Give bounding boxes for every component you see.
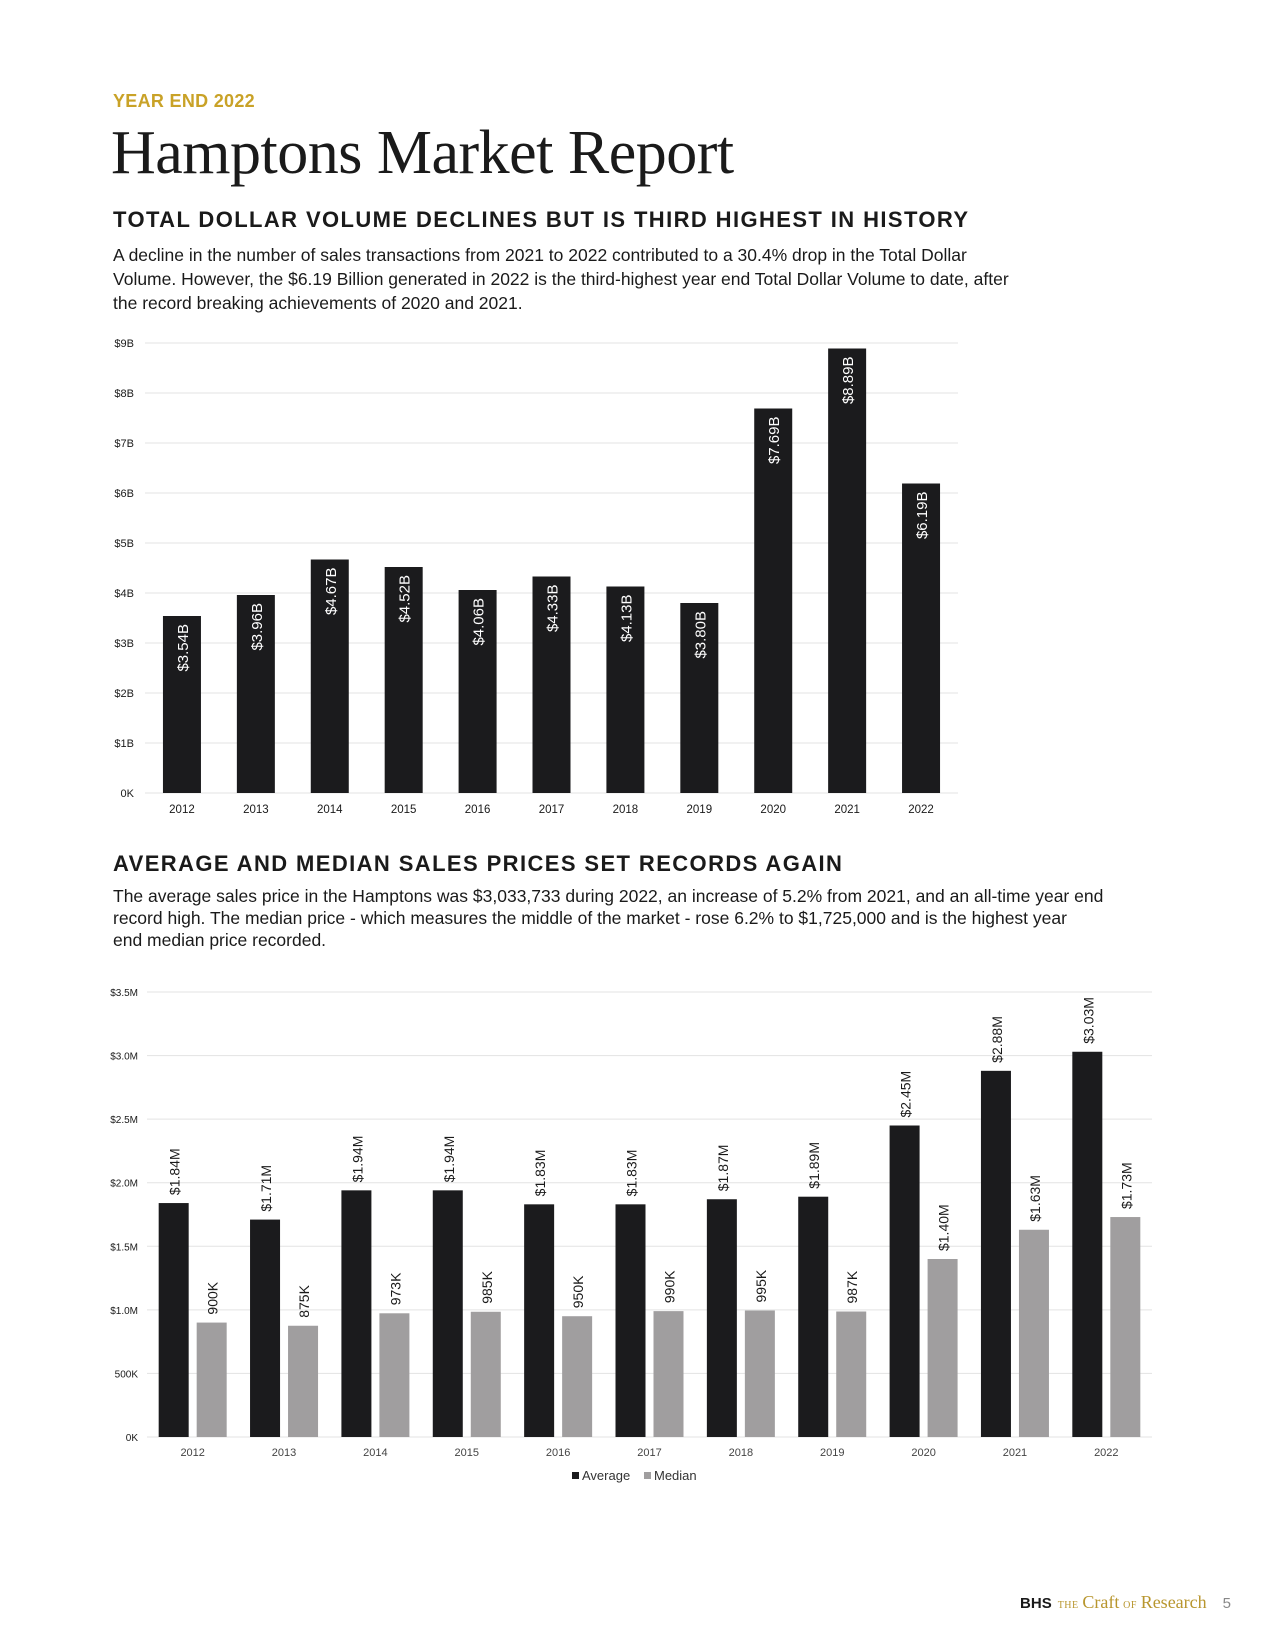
y-tick-label: $9B	[114, 338, 134, 350]
footer	[1020, 1592, 1231, 1613]
data-label: $3.80B	[692, 611, 710, 659]
data-label: $1.94M	[440, 1135, 457, 1183]
bar-average-2020	[890, 1126, 920, 1438]
bar-average-2018	[707, 1199, 737, 1437]
legend-swatch-median	[644, 1472, 651, 1479]
x-tick-label: 2018	[728, 1447, 754, 1459]
data-label: $1.89M	[806, 1141, 823, 1189]
bar-average-2022	[1072, 1052, 1102, 1437]
section1-heading: TOTAL DOLLAR VOLUME DECLINES BUT IS THIRD HIGHEST IN HISTORY	[113, 207, 970, 232]
footer-tagline-craft: Craft	[1082, 1592, 1120, 1612]
data-label: 985K	[478, 1271, 495, 1304]
y-tick-label: $3.0M	[110, 1051, 138, 1063]
footer-brand: BHS	[1020, 1595, 1052, 1612]
x-tick-label: 2012	[180, 1447, 205, 1459]
data-label: $2.45M	[897, 1070, 914, 1118]
y-tick-label: $1B	[114, 738, 134, 750]
section1-body	[113, 243, 1173, 315]
y-tick-label: $3B	[114, 638, 134, 650]
bar-average-2021	[981, 1071, 1011, 1437]
data-label: $1.71M	[258, 1164, 275, 1212]
report-eyebrow: YEAR END 2022	[113, 91, 255, 111]
x-tick-label: 2013	[243, 804, 269, 816]
x-tick-label: 2014	[363, 1447, 388, 1459]
x-tick-label: 2017	[538, 804, 565, 816]
x-tick-label: 2021	[834, 804, 860, 816]
bar-median-2015	[471, 1312, 501, 1437]
data-label: $3.54B	[174, 624, 192, 672]
data-label: $1.84M	[166, 1148, 183, 1196]
data-label: $1.87M	[714, 1144, 731, 1192]
page-number: 5	[1222, 1595, 1231, 1612]
y-tick-label: $1.0M	[110, 1305, 138, 1317]
y-tick-label: $2.5M	[110, 1115, 138, 1127]
bar-median-2019	[836, 1312, 866, 1437]
bar-average-2019	[798, 1197, 828, 1437]
data-label: $4.52B	[396, 575, 414, 623]
x-tick-label: 2016	[464, 804, 491, 816]
section2-body	[113, 885, 1173, 951]
x-tick-label: 2020	[911, 1447, 936, 1459]
data-label: $1.94M	[349, 1135, 366, 1183]
bar-median-2021	[1019, 1230, 1049, 1437]
x-tick-label: 2015	[390, 804, 417, 816]
y-tick-label: $2B	[114, 688, 134, 700]
data-label: $4.13B	[618, 594, 636, 643]
data-label: 987K	[844, 1270, 861, 1304]
data-label: $1.83M	[623, 1149, 640, 1197]
y-tick-label: 0K	[125, 1433, 138, 1444]
x-tick-label: 2022	[908, 804, 934, 816]
bar-median-2018	[745, 1310, 775, 1437]
bar-median-2020	[928, 1259, 958, 1437]
bar-median-2012	[197, 1323, 227, 1437]
bar-average-2016	[524, 1204, 554, 1437]
footer-tagline-research: Research	[1140, 1592, 1207, 1612]
legend-label: Average	[582, 1468, 631, 1483]
data-label: 875K	[296, 1285, 313, 1318]
y-tick-label: $2.0M	[110, 1178, 138, 1190]
bar-median-2014	[379, 1313, 409, 1437]
x-tick-label: 2016	[545, 1447, 571, 1459]
y-tick-label: $6B	[114, 488, 134, 500]
section2-heading: AVERAGE AND MEDIAN SALES PRICES SET RECORDS AGAIN	[113, 851, 844, 876]
x-tick-label: 2012	[169, 804, 195, 816]
bar-2021	[828, 349, 866, 794]
legend-swatch-average	[572, 1472, 579, 1479]
bar-average-2015	[433, 1190, 463, 1437]
legend-label: Median	[654, 1468, 697, 1483]
y-tick-label: $7B	[114, 438, 134, 450]
total-dollar-volume-chart	[0, 330, 1275, 850]
footer-tagline-of: OF	[1123, 1600, 1137, 1611]
y-tick-label: 0K	[120, 788, 134, 800]
data-label: $1.73M	[1118, 1162, 1135, 1210]
section1-body-line: Volume. However, the $6.19 Billion generated in 2022 is the third-highest year end Total Dollar Volume to date, after	[113, 269, 1009, 289]
data-label: 995K	[752, 1269, 769, 1303]
section2-body-line: record high. The median price - which measures the middle of the market - rose 6.2% to $1,725,000 and is the highest year	[113, 908, 1067, 928]
x-tick-label: 2021	[1002, 1447, 1028, 1459]
bar-average-2013	[250, 1220, 280, 1437]
data-label: $3.03M	[1080, 997, 1097, 1044]
bar-median-2022	[1110, 1217, 1140, 1437]
x-tick-label: 2014	[316, 804, 343, 816]
data-label: $1.40M	[935, 1204, 952, 1251]
data-label: $1.63M	[1026, 1175, 1043, 1222]
y-tick-label: $4B	[114, 588, 134, 600]
x-tick-label: 2022	[1094, 1447, 1119, 1459]
x-tick-label: 2015	[454, 1447, 480, 1459]
footer-tagline	[1058, 1592, 1207, 1613]
bar-median-2017	[654, 1311, 684, 1437]
y-tick-label: 500K	[114, 1369, 138, 1381]
report-title: Hamptons Market Report	[111, 119, 734, 187]
data-label: $3.96B	[248, 603, 266, 651]
data-label: $1.83M	[532, 1149, 549, 1197]
bar-average-2014	[341, 1190, 371, 1437]
x-tick-label: 2019	[819, 1447, 845, 1459]
footer-tagline-the: THE	[1057, 1600, 1079, 1611]
y-tick-label: $1.5M	[110, 1242, 138, 1254]
bar-average-2017	[616, 1204, 646, 1437]
data-label: $7.69B	[766, 416, 784, 465]
section1-body-line: A decline in the number of sales transactions from 2021 to 2022 contributed to a 30.4% drop in the Total Dollar	[113, 245, 967, 265]
data-label: $4.33B	[544, 584, 562, 633]
x-tick-label: 2019	[686, 804, 713, 816]
average-median-price-chart	[0, 988, 1275, 1570]
data-label: 950K	[570, 1275, 587, 1309]
bar-average-2012	[159, 1203, 189, 1437]
bar-2020	[754, 409, 792, 794]
x-tick-label: 2020	[760, 804, 787, 816]
data-label: 900K	[204, 1281, 221, 1315]
section1-body-line: the record breaking achievements of 2020 and 2021.	[113, 293, 523, 313]
section2-body-line: end median price recorded.	[113, 930, 327, 950]
data-label: $8.89B	[840, 356, 858, 405]
bar-median-2016	[562, 1316, 592, 1437]
data-label: 990K	[661, 1270, 678, 1304]
x-tick-label: 2018	[612, 804, 639, 816]
data-label: $6.19B	[914, 491, 932, 540]
section2-body-line: The average sales price in the Hamptons was $3,033,733 during 2022, an increase of 5.2% from 2021, and an all-time year end	[113, 886, 1104, 906]
data-label: $2.88M	[988, 1016, 1005, 1063]
data-label: $4.67B	[322, 567, 340, 616]
data-label: $4.06B	[470, 598, 488, 646]
x-tick-label: 2013	[271, 1447, 297, 1459]
y-tick-label: $8B	[114, 388, 134, 400]
data-label: 973K	[387, 1272, 404, 1306]
bar-median-2013	[288, 1326, 318, 1437]
y-tick-label: $3.5M	[110, 988, 138, 999]
y-tick-label: $5B	[114, 538, 134, 550]
x-tick-label: 2017	[637, 1447, 662, 1459]
